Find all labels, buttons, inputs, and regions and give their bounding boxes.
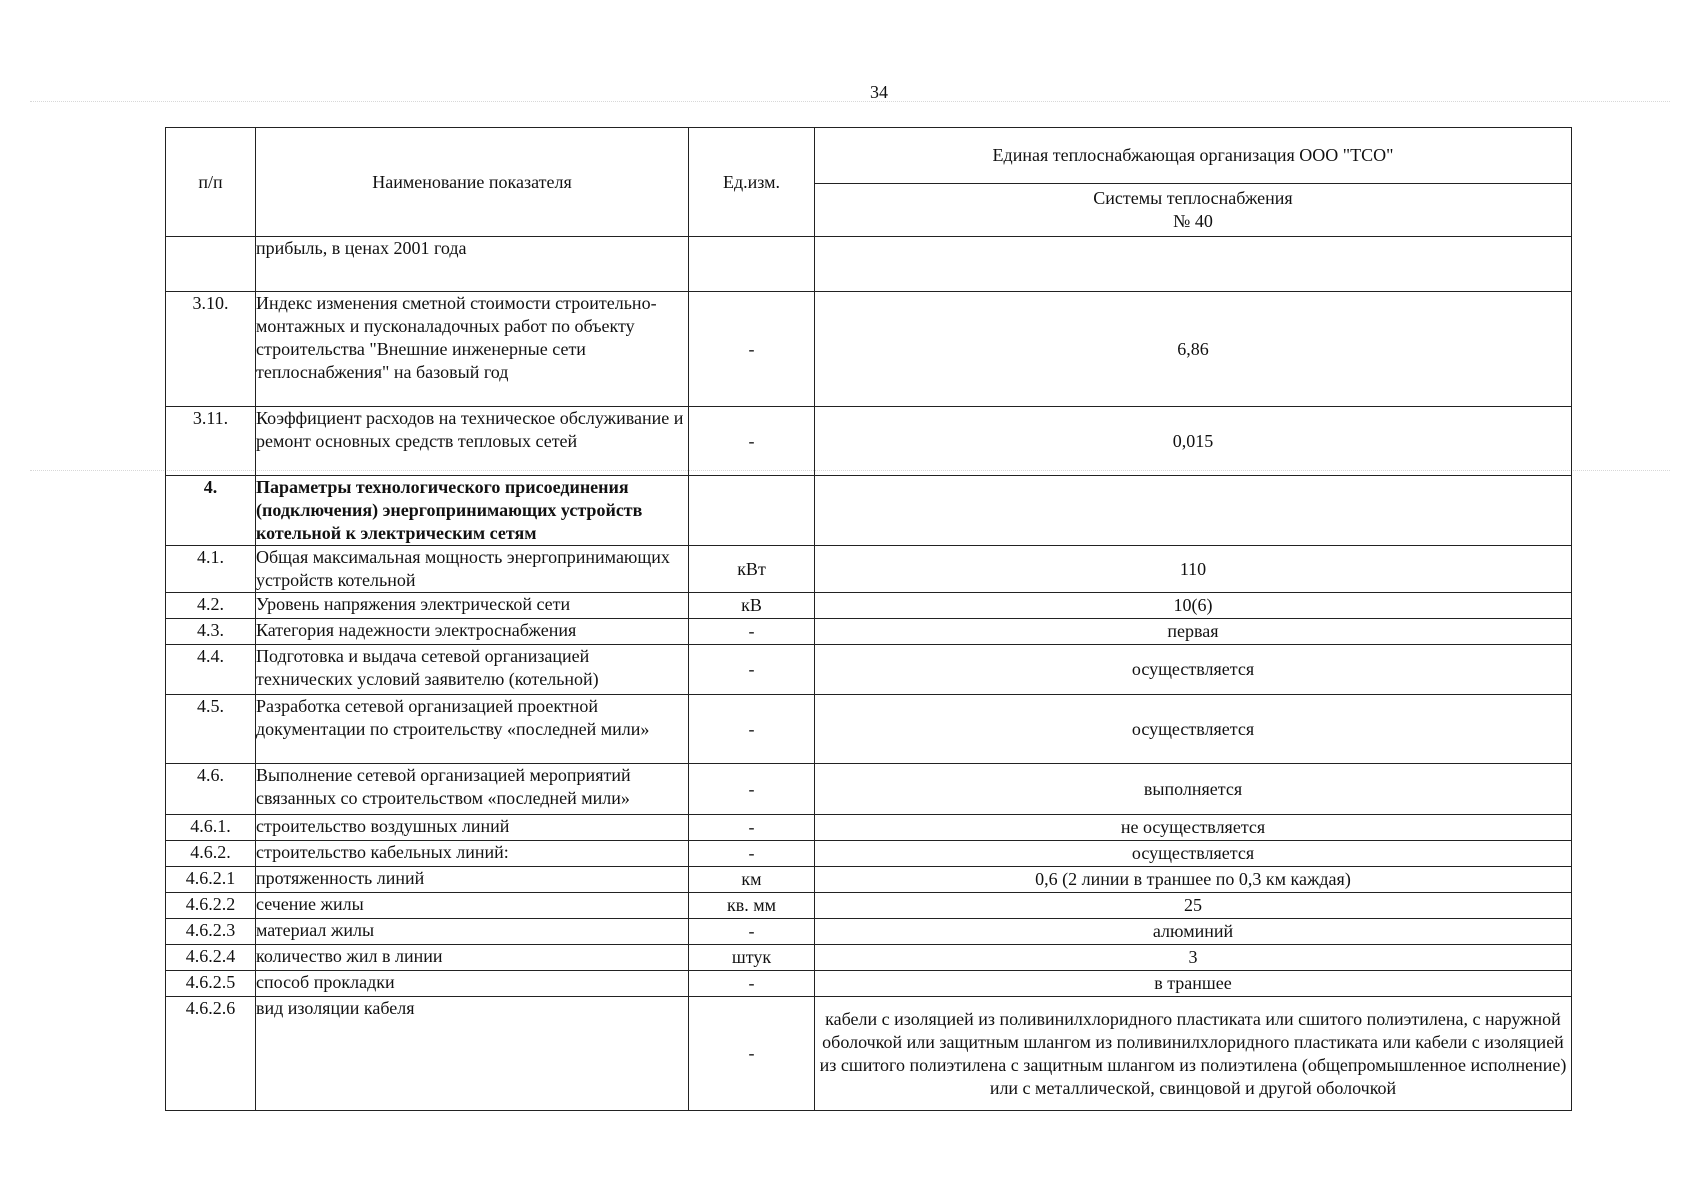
row-value: 0,6 (2 линии в траншее по 0,3 км каждая) (815, 867, 1572, 893)
row-unit (689, 237, 815, 292)
row-value: осуществляется (815, 645, 1572, 695)
row-unit: - (689, 407, 815, 476)
table-row (166, 893, 1572, 919)
row-num: 4.6.2.5 (166, 971, 256, 997)
row-num: 4.6.2.3 (166, 919, 256, 945)
row-unit: - (689, 815, 815, 841)
row-num: 4.6.1. (166, 815, 256, 841)
row-value: осуществляется (815, 695, 1572, 764)
row-num: 4.6. (166, 764, 256, 815)
header-system (815, 184, 1572, 237)
table-row (166, 971, 1572, 997)
page-number: 34 (870, 82, 888, 102)
row-name: протяженность линий (256, 867, 689, 893)
row-unit: - (689, 997, 815, 1111)
row-name: прибыль, в ценах 2001 года (256, 237, 689, 292)
row-unit: кВ (689, 593, 815, 619)
row-unit: кв. мм (689, 893, 815, 919)
row-num: 4.6.2.6 (166, 997, 256, 1111)
header-num: п/п (166, 128, 256, 237)
row-name: Подготовка и выдача сетевой организацией технических условий заявителю (котельной) (256, 645, 689, 695)
indicators-table (165, 127, 1572, 1111)
row-unit: км (689, 867, 815, 893)
row-unit (689, 476, 815, 546)
scan-artifact-line (30, 101, 1670, 102)
row-value: кабели с изоляцией из поливинилхлоридного пластиката или сшитого полиэтилена, с наружной оболочкой или защитным шлангом из поливинилхлоридного пластиката или кабели с изоляцией из сшитого полиэтилена с защитным шлангом из полиэтилена (общепромышленное исполнение) или с металлической, свинцовой и другой оболочкой (815, 997, 1572, 1111)
table-row (166, 292, 1572, 407)
row-value (815, 476, 1572, 546)
table-row (166, 695, 1572, 764)
row-unit: - (689, 695, 815, 764)
row-unit: - (689, 919, 815, 945)
row-unit: - (689, 764, 815, 815)
header-row (166, 128, 1572, 184)
row-value: 110 (815, 546, 1572, 593)
row-name: вид изоляции кабеля (256, 997, 689, 1111)
row-unit: - (689, 841, 815, 867)
table-row-section (166, 476, 1572, 546)
row-num: 4.3. (166, 619, 256, 645)
row-unit: штук (689, 945, 815, 971)
row-name: количество жил в линии (256, 945, 689, 971)
row-num: 4.6.2.2 (166, 893, 256, 919)
table-row (166, 867, 1572, 893)
header-system-line2: № 40 (1173, 211, 1213, 231)
row-name: Разработка сетевой организацией проектной документации по строительству «последней мили» (256, 695, 689, 764)
row-unit: кВт (689, 546, 815, 593)
row-num: 4.2. (166, 593, 256, 619)
row-name: Индекс изменения сметной стоимости строительно-монтажных и пусконаладочных работ по объекту строительства "Внешние инженерные сети теплоснабжения" на базовый год (256, 292, 689, 407)
table-row (166, 593, 1572, 619)
row-name: строительство кабельных линий: (256, 841, 689, 867)
row-name: Уровень напряжения электрической сети (256, 593, 689, 619)
table-row (166, 645, 1572, 695)
row-name: сечение жилы (256, 893, 689, 919)
row-name: Общая максимальная мощность энергопринимающих устройств котельной (256, 546, 689, 593)
row-num: 3.10. (166, 292, 256, 407)
header-unit: Ед.изм. (689, 128, 815, 237)
row-num: 4. (166, 476, 256, 546)
row-name: Выполнение сетевой организацией мероприятий связанных со строительством «последней мили» (256, 764, 689, 815)
row-num: 4.1. (166, 546, 256, 593)
header-organization: Единая теплоснабжающая организация ООО "ТСО" (815, 128, 1572, 184)
row-num: 3.11. (166, 407, 256, 476)
row-num: 4.4. (166, 645, 256, 695)
table-row (166, 237, 1572, 292)
row-value: осуществляется (815, 841, 1572, 867)
table-row (166, 945, 1572, 971)
row-num (166, 237, 256, 292)
row-name: Категория надежности электроснабжения (256, 619, 689, 645)
row-value: 3 (815, 945, 1572, 971)
row-num: 4.6.2.1 (166, 867, 256, 893)
row-unit: - (689, 292, 815, 407)
row-name: материал жилы (256, 919, 689, 945)
row-name: строительство воздушных линий (256, 815, 689, 841)
table-row (166, 997, 1572, 1111)
table-row (166, 764, 1572, 815)
row-num: 4.6.2.4 (166, 945, 256, 971)
table-row (166, 841, 1572, 867)
row-unit: - (689, 619, 815, 645)
row-name: способ прокладки (256, 971, 689, 997)
row-value: 25 (815, 893, 1572, 919)
table-row (166, 619, 1572, 645)
row-value: в траншее (815, 971, 1572, 997)
table-row (166, 407, 1572, 476)
row-unit: - (689, 645, 815, 695)
row-value: 10(6) (815, 593, 1572, 619)
header-name: Наименование показателя (256, 128, 689, 237)
row-value: 0,015 (815, 407, 1572, 476)
table-row (166, 546, 1572, 593)
header-system-line1: Системы теплоснабжения (1093, 188, 1293, 208)
row-value: 6,86 (815, 292, 1572, 407)
row-num: 4.6.2. (166, 841, 256, 867)
row-value: алюминий (815, 919, 1572, 945)
row-name: Параметры технологического присоединения (подключения) энергопринимающих устройств котельной к электрическим сетям (256, 476, 689, 546)
row-unit: - (689, 971, 815, 997)
row-value: первая (815, 619, 1572, 645)
row-value: не осуществляется (815, 815, 1572, 841)
row-value: выполняется (815, 764, 1572, 815)
row-name: Коэффициент расходов на техническое обслуживание и ремонт основных средств тепловых сетей (256, 407, 689, 476)
table-row (166, 815, 1572, 841)
table-row (166, 919, 1572, 945)
row-num: 4.5. (166, 695, 256, 764)
row-value (815, 237, 1572, 292)
